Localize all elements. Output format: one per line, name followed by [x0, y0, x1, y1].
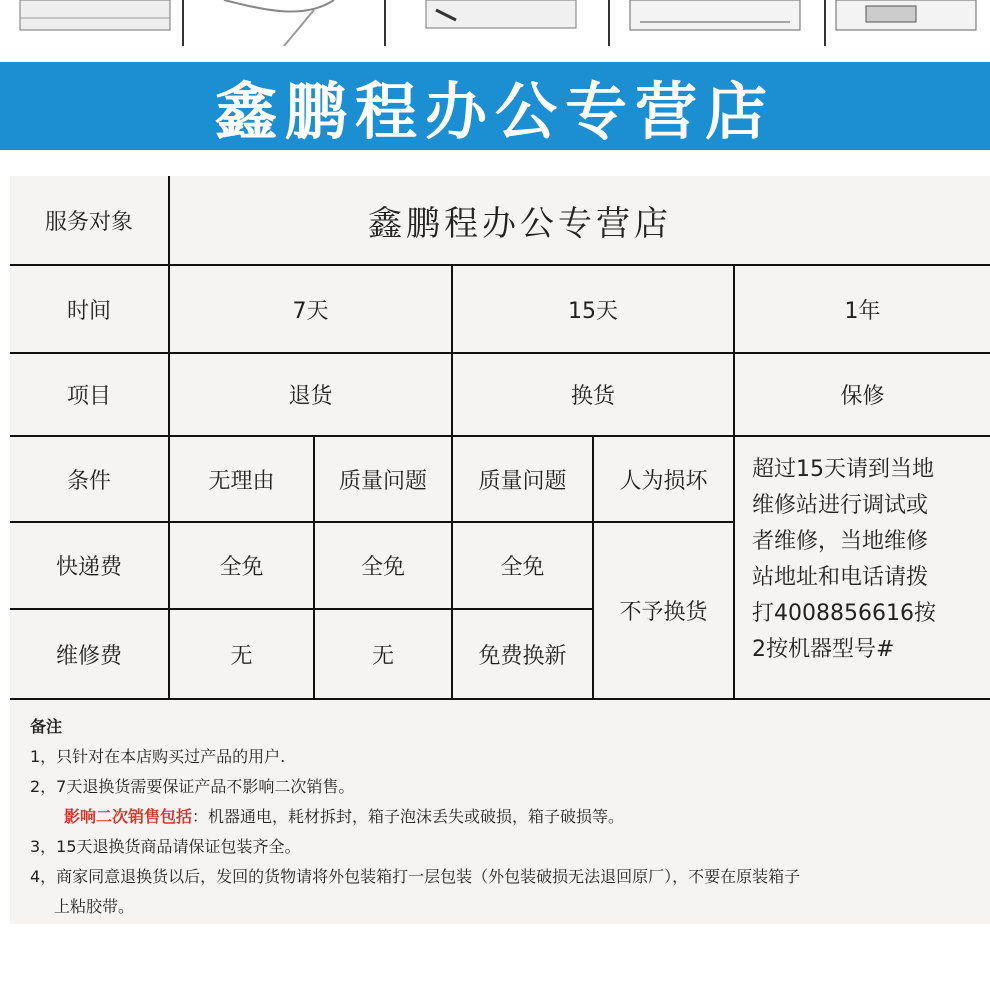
item-warranty: 保修: [840, 384, 885, 409]
note-highlight: 影响二次销售包括: [64, 807, 193, 826]
printer-photo-icon: [0, 0, 184, 46]
grid-line: [10, 698, 990, 700]
condition-human-damage: 人为损坏: [619, 468, 708, 494]
note-line: 2，7天退换货需要保证产品不影响二次销售。: [30, 777, 355, 796]
repair-fee-none: 无: [230, 643, 253, 669]
store-banner: [0, 62, 990, 150]
row-header-repair: 维修费: [55, 643, 122, 669]
notes-section: [30, 712, 980, 922]
note-line: 1，只针对在本店购买过产品的用户.: [30, 747, 286, 766]
row-header-service: 服务对象: [44, 209, 133, 235]
warranty-line: 超过15天请到当地: [752, 457, 934, 482]
note-line: 上粘胶带。: [54, 897, 135, 916]
row-header-item: 项目: [66, 384, 111, 409]
shipping-free: 全免: [360, 555, 405, 580]
notes-title: 备注: [30, 717, 63, 736]
note-line: 4，商家同意退换货以后，发回的货物请将外包装箱打一层包装（外包装破损无法退回原厂），不要在原装箱子: [30, 867, 801, 886]
row-header-time: 时间: [66, 298, 111, 324]
warranty-line: 打4008856616按: [752, 601, 936, 626]
warranty-line: 站地址和电话请拨: [752, 565, 929, 590]
no-exchange: 不予换货: [619, 600, 708, 625]
printer-open-photo-icon: [610, 0, 826, 46]
note-line: 3，15天退换货商品请保证包装齐全。: [30, 837, 301, 856]
period-1-year: 1年: [844, 298, 881, 324]
item-return: 退货: [288, 384, 333, 409]
tray-photo-icon: [386, 0, 610, 46]
period-15-days: 15天: [568, 298, 618, 324]
condition-quality-exchange: 质量问题: [478, 468, 567, 494]
warranty-line: 维修站进行调试或: [752, 493, 929, 518]
item-exchange: 换货: [570, 384, 615, 409]
shipping-free: 全免: [219, 555, 264, 580]
warranty-instructions: [752, 452, 972, 668]
store-name: 鑫鹏程办公专营店: [368, 203, 672, 244]
repair-free-replacement: 免费换新: [478, 643, 567, 669]
condition-quality-return: 质量问题: [338, 468, 427, 494]
row-header-condition: 条件: [66, 468, 111, 494]
note-line: [30, 802, 980, 832]
product-photo-strip: [0, 0, 990, 46]
shipping-free: 全免: [500, 555, 545, 580]
printer-part-photo-icon: [826, 0, 990, 46]
hand-photo-icon: [184, 0, 386, 46]
warranty-line: 者维修，当地维修: [752, 529, 929, 554]
note-text: ：机器通电，耗材拆封，箱子泡沫丢失或破损，箱子破损等。: [192, 807, 625, 826]
period-7-days: 7天: [292, 298, 329, 324]
repair-fee-none: 无: [371, 643, 394, 669]
banner-title: 鑫鹏程办公专营店: [214, 74, 775, 148]
warranty-line: 2按机器型号#: [752, 637, 895, 662]
condition-no-reason: 无理由: [208, 468, 275, 494]
row-header-shipping: 快递费: [55, 555, 122, 580]
